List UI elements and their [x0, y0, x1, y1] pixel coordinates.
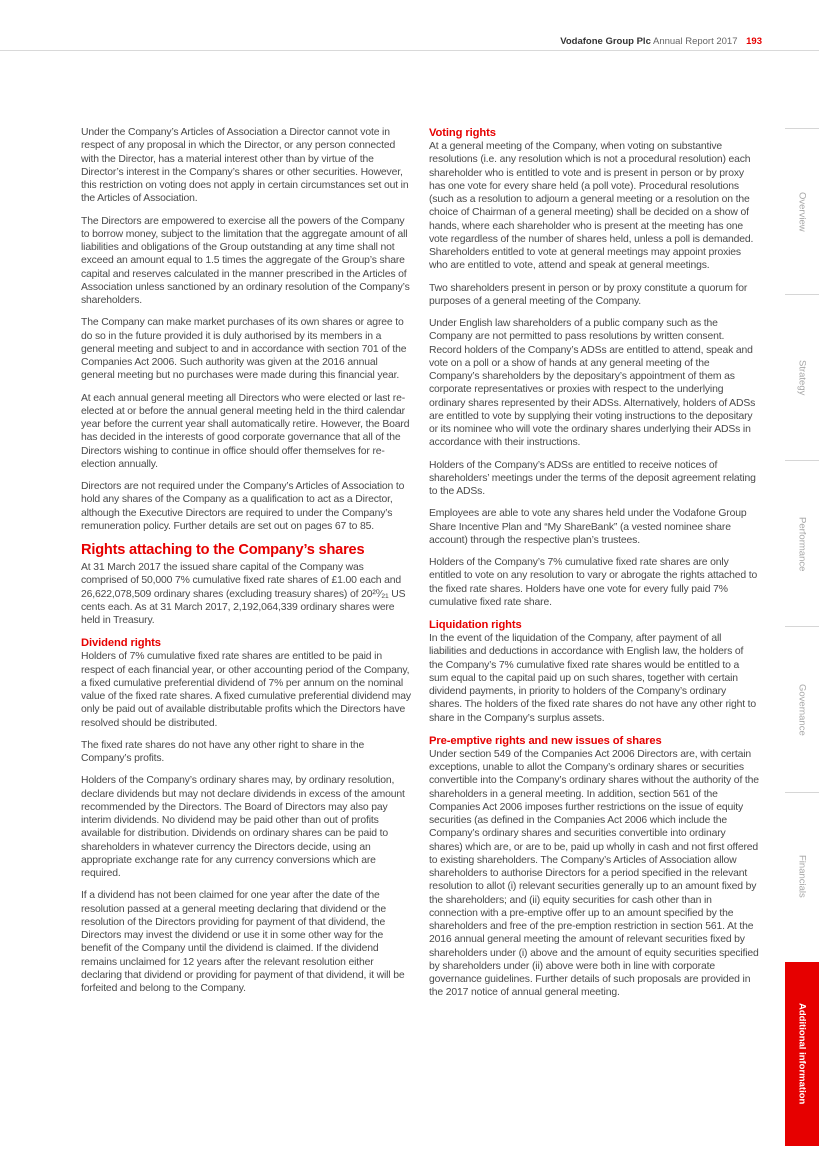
liquidation-rights-heading: Liquidation rights	[429, 619, 522, 631]
paragraph: Directors are not required under the Company’s Articles of Association to hold any shares of the Company as a qualification to act as a Director, although the Executive Directors are required to under the Company’s remuneration policy. Further details are set out on pages 67 to 85.	[81, 481, 405, 532]
paragraph: Holders of the Company’s 7% cumulative fixed rate shares are only entitled to vote on any resolution to vary or abrogate the rights attached to the fixed rate shares. Holders have one vote for every fully paid 7% cumulative fixed rate share.	[429, 557, 758, 608]
header-brand: Vodafone Group Plc	[560, 36, 651, 47]
paragraph: At a general meeting of the Company, when voting on substantive resolutions (i.e. any resolution which is not a procedural resolution) each shareholder who is entitled to vote and is present in person or by proxy has one vote for every share held (a poll vote). Procedural resolutions (such as a resolution to adjourn a general meeting or a resolution on the choice of Chairman of a general meeting) shall be decided on a show of hands, where each shareholder who is present at the meeting has one vote regardless of the number of shares held, unless a poll is demanded. Shareholders entitled to vote at general meetings may appoint proxies who are entitled to vote, attend and speak at general meetings.	[429, 141, 754, 272]
preemptive-rights-heading: Pre-emptive rights and new issues of shares	[429, 734, 662, 747]
nav-tab-label: Additional information	[796, 1003, 808, 1105]
header-report-title: Annual Report 2017	[652, 36, 738, 47]
nav-tab-governance[interactable]	[785, 626, 819, 793]
dividend-rights-heading: Dividend rights	[81, 637, 161, 650]
paragraph: The Directors are empowered to exercise all the powers of the Company to borrow money, subject to the limitation that the aggregate amount of all liabilities and obligations of the Group outstanding at any time shall not exceed an amount equal to 1.5 times the aggregate of the Group’s share capital and reserves calculated in the manner prescribed in the Articles of Association unless sanctioned by an ordinary resolution of the Company’s shareholders.	[81, 215, 410, 306]
nav-tab-strategy[interactable]	[785, 294, 819, 461]
nav-tab-overview[interactable]	[785, 128, 819, 295]
nav-tab-label: Performance	[796, 516, 808, 572]
page-number: 193	[746, 36, 762, 47]
left-column	[81, 126, 411, 1004]
paragraph: Two shareholders present in person or by proxy constitute a quorum for purposes of a general meeting of the Company.	[429, 282, 748, 307]
section-title: Rights attaching to the Company’s shares	[81, 542, 365, 558]
page-header	[560, 36, 762, 47]
section-side-nav	[785, 128, 819, 1148]
paragraph: Employees are able to vote any shares held under the Vodafone Group Share Incentive Plan and “My ShareBank” (a vested nominee share account) through the respective plan’s trustees.	[429, 508, 747, 546]
paragraph: Under the Company’s Articles of Association a Director cannot vote in respect of any proposal in which the Director, or any person connected with the Director, has a material interest other than by virtue of the Director’s interest in the Company’s shares or other securities. However, this restriction on voting does not apply in certain circumstances set out in the Articles of Association.	[81, 127, 409, 205]
paragraph: The Company can make market purchases of its own shares or agree to do so in the future provided it is duly authorised by its members in a general meeting and subject to and in accordance with section 701 of the Companies Act 2006. Such authority was given at the 2016 annual general meeting but no purchases were made during this financial year.	[81, 317, 407, 382]
paragraph: Holders of the Company’s ADSs are entitled to receive notices of shareholders’ meetings under the terms of the deposit agreement relating to the ADSs.	[429, 459, 756, 497]
paragraph: Under section 549 of the Companies Act 2006 Directors are, with certain exceptions, unable to allot the Company’s ordinary shares or securities convertible into the Company’s ordinary shares without the authority of the shareholders in a general meeting. In addition, section 561 of the Companies Act 2006 imposes further restrictions on the issue of equity securities (as defined in the Companies Act 2006 which include the Company’s ordinary shares and securities convertible into ordinary shares) which are, or are to be, paid up wholly in cash and not first offered to existing shareholders. The Company’s Articles of Association allow shareholders to authorise Directors for a period specified in the relevant resolution to allot (i) relevant securities generally up to an amount fixed by the shareholders; and (ii) equity securities for cash other than in connection with a pre-emptive offer up to an amount specified by the shareholders and free of the pre-emption restriction in section 561. At the 2016 annual general meeting the amount of relevant securities fixed by shareholders under (i) above and the amount of equity securities specified by shareholders under (ii) above were both in line with corporate governance guidelines. Further details of such proposals are provided in the 2017 notice of annual general meeting.	[429, 748, 759, 999]
nav-tab-label: Financials	[796, 854, 808, 898]
paragraph: Holders of the Company’s ordinary shares may, by ordinary resolution, declare dividends but may not declare dividends in excess of the amount recommended by the Directors. The Board of Directors may also pay interim dividends. No dividend may be paid other than out of profits available for distribution. Dividends on ordinary shares can be paid to shareholders in whatever currency the Directors decide, using an appropriate exchange rate for any currency conversions which are required.	[81, 775, 405, 879]
nav-tab-label: Strategy	[796, 360, 808, 396]
nav-tab-label: Overview	[796, 192, 808, 232]
paragraph: At 31 March 2017 the issued share capital of the Company was comprised of 50,000 7% cumulative fixed rate shares of £1.00 each and 26,622,078,509 ordinary shares (excluding treasury shares) of 20²⁰⁄₂₁ US cents each. As at 31 March 2017, 2,192,064,339 ordinary shares were held in Treasury.	[81, 562, 406, 626]
paragraph: Holders of 7% cumulative fixed rate shares are entitled to be paid in respect of each financial year, or other accounting period of the Company, a fixed cumulative preferential dividend of 7% per annum on the nominal value of the fixed rate shares. A fixed cumulative preferential dividend may only be paid out of available distributable profits which the Directors have resolved should be distributed.	[81, 651, 411, 729]
header-divider	[0, 50, 819, 51]
nav-tab-additional-information[interactable]	[785, 962, 819, 1146]
paragraph: At each annual general meeting all Directors who were elected or last re-elected at or before the annual general meeting held in the third calendar year before the current year shall automatically retire. However, the Board has decided in the interests of good corporate governance that all of the Directors wishing to continue in office should offer themselves for re-election annually.	[81, 392, 410, 470]
paragraph: The fixed rate shares do not have any other right to share in the Company’s profits.	[81, 739, 365, 764]
nav-tab-financials[interactable]	[785, 792, 819, 959]
right-column	[429, 126, 759, 1009]
paragraph: If a dividend has not been claimed for one year after the date of the resolution passed at a general meeting declaring that dividend or the resolution of the Directors providing for payment of that dividend, the Directors may invest the dividend or use it in some other way for the benefit of the Company until the dividend is claimed. If the dividend remains unclaimed for 12 years after the relevant resolution either declaring that dividend or providing for payment of that dividend, it will be forfeited and belong to the Company.	[81, 890, 405, 994]
paragraph: In the event of the liquidation of the Company, after payment of all liabilities and deductions in accordance with English law, the holders of the Company’s 7% cumulative fixed rate shares would be entitled to a sum equal to the capital paid up on such shares, together with certain dividend payments, in priority to holders of the Company’s ordinary shares. The holders of the fixed rate shares do not have any other right to share in the Company’s surplus assets.	[429, 633, 757, 724]
nav-tab-label: Governance	[796, 684, 808, 736]
voting-rights-heading: Voting rights	[429, 127, 496, 139]
nav-tab-performance[interactable]	[785, 460, 819, 627]
paragraph: Under English law shareholders of a public company such as the Company are not permitted to pass resolutions by written consent. Record holders of the Company’s ADSs are entitled to attend, speak and vote on a poll or a show of hands at any general meeting of the Company’s shareholders by the depositary’s appointment of them as corporate representatives or proxies with respect to the underlying ordinary shares represented by their ADSs. Alternatively, holders of ADSs are entitled to vote by supplying their voting instructions to the depositary or its nominee who will vote the ordinary shares underlying their ADSs in accordance with their instructions.	[429, 318, 756, 449]
